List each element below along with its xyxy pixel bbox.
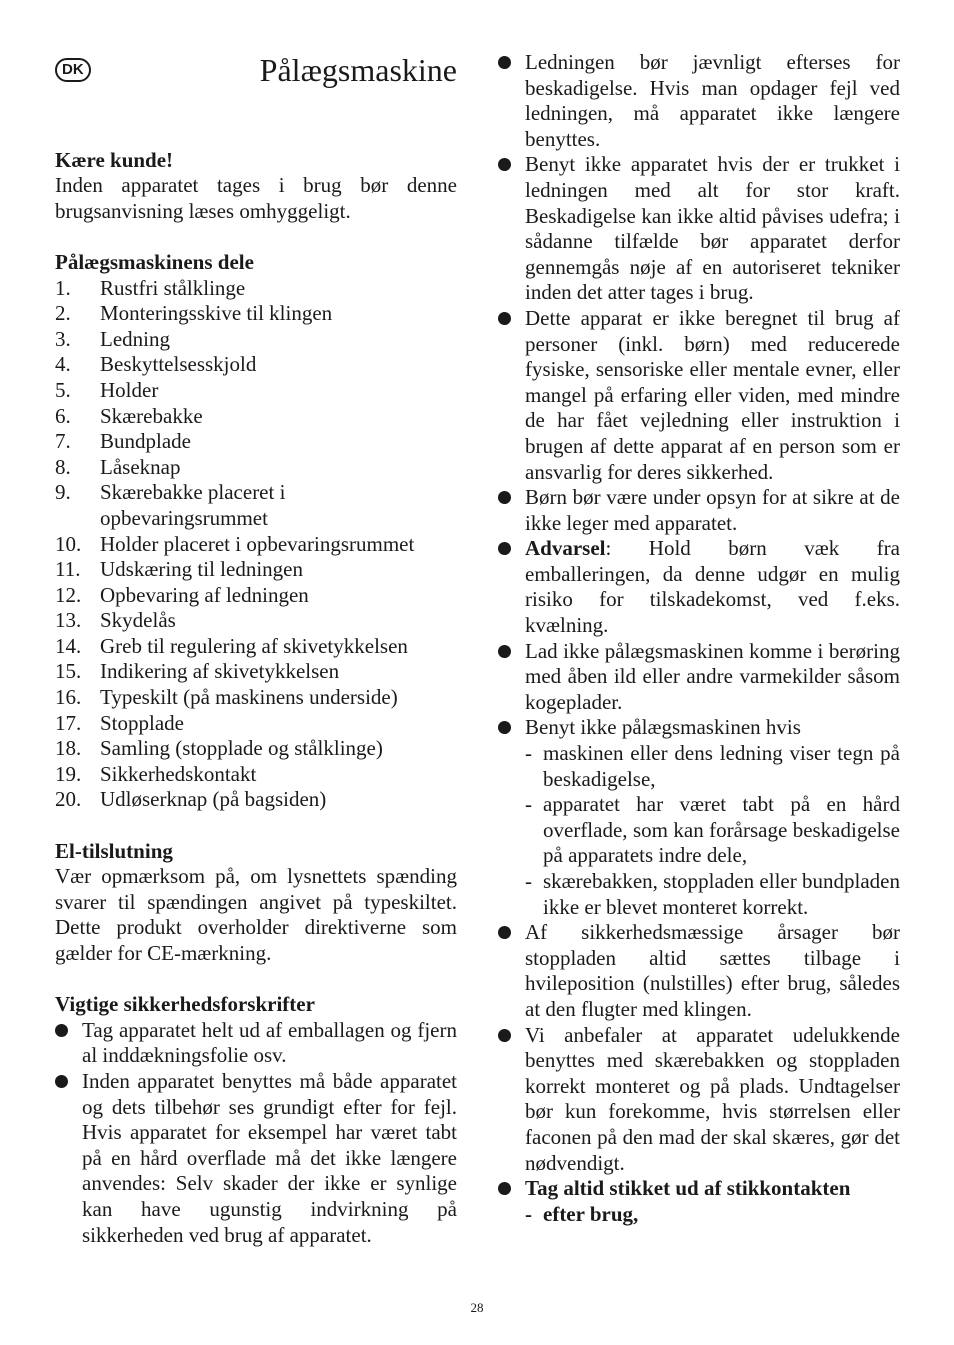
list-item: 17. Stopplade — [55, 710, 184, 735]
warning-label: Advarsel — [525, 536, 606, 561]
sub-item: - efter brug, — [525, 1201, 639, 1226]
bullet-icon — [498, 50, 525, 152]
warning-text: : Hold børn væk fra emballeringen, da denne udgør en mulig risiko for tilskadekomst, ved f.eks. kvælning. — [525, 536, 900, 638]
list-item: Af sikkerhedsmæssige årsager bør stoppladen altid sættes tilbage i hvileposition (nulstilles) efter brug, således at den flugter med klingen. — [498, 920, 900, 1022]
list-item: 10. Holder placeret i opbevaringsrummet — [55, 531, 415, 556]
sub-item: - skærebakken, stoppladen eller bundpladen ikke er blevet monteret korrekt. — [525, 869, 900, 919]
page-number: 28 — [470, 1300, 484, 1315]
bullet-icon — [498, 1176, 525, 1227]
list-item: Inden apparatet benyttes må både apparatet og dets tilbehør ses grundigt efter for fejl. Hvis apparatet for eksempel har været tabt på en hård overflade må det ikke længere anvendes: Selv skader der ikke er synlige kan have ugunstig indvirkning på sikkerheden ved brug af apparatet. — [55, 1069, 457, 1248]
language-badge: DK — [55, 58, 91, 82]
list-item: Vi anbefaler at apparatet udelukkende benyttes med skærebakken og stoppladen korrekt monteret og på plads. Undtagelser bør kun forekomme, hvis størrelsen eller faconen på den mad der skal skæres, gør det nødvendigt. — [498, 1023, 900, 1177]
list-item: 8. Låseknap — [55, 454, 181, 479]
intro-text: Inden apparatet tages i brug bør denne brugsanvisning læses omhyggeligt. — [55, 173, 457, 223]
list-item: Lad ikke pålægsmaskinen komme i berøring med åben ild eller andre varmekilder såsom kogeplader. — [498, 639, 900, 716]
bullet-icon — [498, 306, 525, 485]
bullet-icon — [55, 1069, 82, 1248]
list-item: 12. Opbevaring af ledningen — [55, 582, 309, 607]
list-item: 14. Greb til regulering af skivetykkelsen — [55, 633, 408, 658]
header — [55, 50, 457, 110]
bullet-icon — [498, 536, 525, 638]
list-item: 11. Udskæring til ledningen — [55, 557, 303, 582]
list-item: Benyt ikke apparatet hvis der er trukket i ledningen med alt for stor kraft. Beskadigelse kan ikke altid påvises udefra; i sådanne tilfælde bør apparatet derfor gennemgås nøje af en autoriseret tekniker inden det atter tages i brug. — [498, 152, 900, 306]
intro-heading: Kære kunde! — [55, 147, 174, 172]
bullet-icon — [498, 715, 525, 920]
left-column — [55, 50, 457, 1248]
list-item: Dette apparat er ikke beregnet til brug af personer (inkl. børn) med reducerede fysiske, sensoriske eller mentale evner, eller mangel på erfaring eller viden, med mindre de har fået vejledning eller instruktion i brugen af dette apparat af en person som er ansvarlig for deres sikkerhed. — [498, 306, 900, 485]
list-item: 2. Monteringsskive til klingen — [55, 301, 333, 326]
bullet-icon — [498, 485, 525, 536]
list-item: 6. Skærebakke — [55, 403, 203, 428]
parts-heading: Pålægsmaskinens dele — [55, 249, 254, 274]
electric-text: Vær opmærksom på, om lysnettets spænding svarer til spændingen angivet på typeskiltet. Dette produkt overholder direktiverne som gælder for CE-mærkning. — [55, 864, 457, 965]
bullet-icon — [498, 639, 525, 716]
list-item: 19. Sikkerhedskontakt — [55, 761, 257, 786]
list-item: 18. Samling (stopplade og stålklinge) — [55, 736, 383, 761]
list-item — [498, 715, 900, 920]
donot-intro: Benyt ikke pålægsmaskinen hvis — [525, 715, 801, 740]
list-item: Tag apparatet helt ud af emballagen og fjern al inddækningsfolie osv. — [55, 1018, 457, 1069]
list-item: 9. Skærebakke placeret i opbevaringsrummet — [55, 480, 286, 530]
list-item: 7. Bundplade — [55, 429, 191, 454]
list-item: Ledningen bør jævnligt efterses for beskadigelse. Hvis man opdager fejl ved ledningen, må apparatet ikke længere benyttes. — [498, 50, 900, 152]
bullet-icon — [55, 1018, 82, 1069]
right-column — [498, 50, 900, 1227]
list-item: 4. Beskyttelsesskjold — [55, 352, 257, 377]
bullet-icon — [498, 152, 525, 306]
sub-item: - maskinen eller dens ledning viser tegn på beskadigelse, — [525, 741, 900, 791]
bullet-icon — [498, 920, 525, 1022]
list-item — [498, 1176, 900, 1227]
electric-heading: El-tilslutning — [55, 838, 173, 863]
list-item: 1. Rustfri stålklinge — [55, 275, 246, 300]
parts-list — [55, 276, 457, 813]
list-item: 20. Udløserknap (på bagsiden) — [55, 787, 327, 812]
list-item: 5. Holder — [55, 377, 159, 402]
list-item: 16. Typeskilt (på maskinens underside) — [55, 685, 398, 710]
list-item: 13. Skydelås — [55, 608, 176, 633]
safety-heading: Vigtige sikkerhedsforskrifter — [55, 992, 315, 1017]
list-item: 3. Ledning — [55, 326, 170, 351]
unplug-text: Tag altid stikket ud af stikkontakten — [525, 1176, 851, 1201]
list-item: Børn bør være under opsyn for at sikre at de ikke leger med apparatet. — [498, 485, 900, 536]
list-item — [498, 536, 900, 638]
list-item: 15. Indikering af skivetykkelsen — [55, 659, 340, 684]
page-title: Pålægsmaskine — [259, 52, 457, 88]
sub-item: - apparatet har været tabt på en hård overflade, som kan forårsage beskadigelse på apparatets indre dele, — [525, 792, 900, 868]
bullet-icon — [498, 1023, 525, 1177]
